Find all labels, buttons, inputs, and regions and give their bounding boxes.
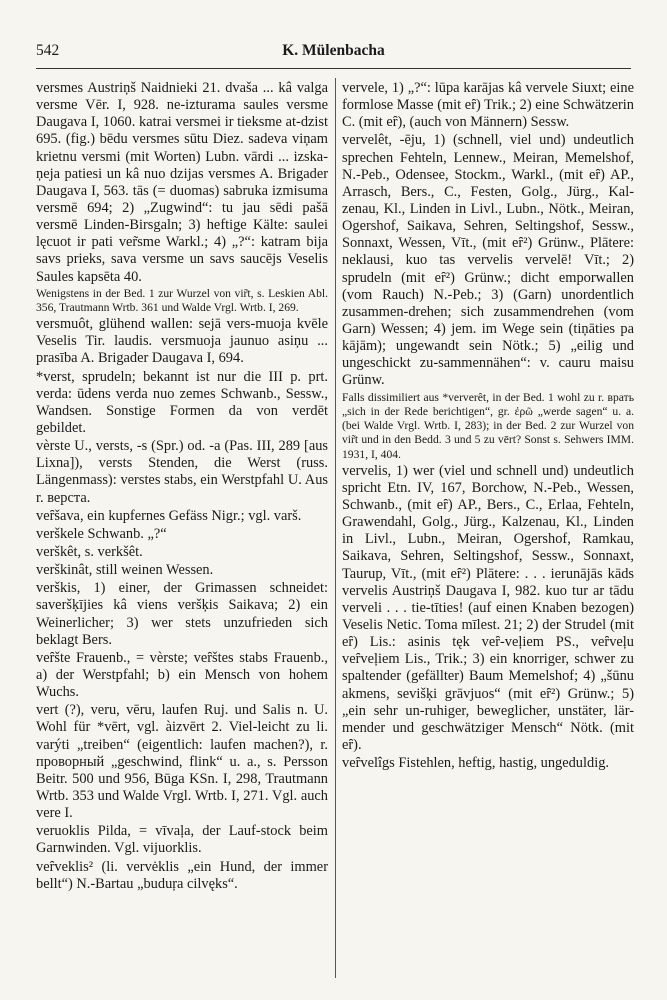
- page-number: 542: [36, 42, 60, 59]
- dictionary-entry: versmes Austriņš Naidnieki 21. dvaša ... kâ valga versme Vēr. I, 928. ne-izturama saules versme Daugava I, 1060. katrai versmei ir tieksme at-dzist 695. (fig.) bēdu versmes sūtu Diez. sadeva viņam krietnu versmi (mit Worten) Lubn. vārdi ... izska-ņeja patiesi un kâ nuo dzijas versmes A. Brigader Daugava I, 563. tās (= duomas) sabruka izmisuma versmē 694; 2) „Zugwind“: tu jau sēdi pašā versmē Linden-Birsgaln; 3) heftige Kälte: saulei lęcuot ir pati ver̃sme Warkl.; 4) „?“: katram bija savs prieks, sava versme un savs saucējs Veselis Saules kapsēta 40.: [36, 80, 328, 285]
- dictionary-entry: verškêt, s. verkšêt.: [36, 544, 143, 561]
- dictionary-entry: veȓveklis² (li. vervėklis „ein Hund, der immer bellt“) N.-Bartau „buduŗa cilvęks“.: [36, 858, 328, 892]
- dictionary-entry: verškinât, still weinen Wessen.: [36, 562, 214, 579]
- etymology-note: Falls dissimiliert aus *ververêt, in der Bed. 1 wohl zu r. врать „sich in der Rede berichtigen“, gr. ἐρῶ „werde sagen“ u. a. (bei Walde Vrgl. Wrtb. I, 283); in der Bed. 2 zur Wurzel von vir̃t und in den Bedd. 3 und 5 zu vērt? Sonst s. Sehwers IMM. 1931, I, 404.: [342, 390, 634, 461]
- dictionary-entry: veȓšava, ein kupfernes Gefäss Nigr.; vgl. varš.: [36, 507, 302, 524]
- left-column: [36, 80, 328, 978]
- dictionary-entry: veȓvelîgs Fistehlen, heftig, hastig, ungeduldig.: [342, 755, 609, 772]
- page-header: [36, 42, 631, 66]
- dictionary-entry: vèrste U., versts, -s (Spr.) od. -a (Pas. III, 289 [aus Lixna]), versts Stenden, die Werst (russ. Längenmass): verstes stabs, ein Werstpfahl U. Aus r. верста.: [36, 438, 328, 506]
- etymology-note: Wenigstens in der Bed. 1 zur Wurzel von vir̃t, s. Leskien Abl. 356, Trautmann Wrtb. 361 und Walde Vrgl. Wrtb. I, 269.: [36, 286, 328, 314]
- dictionary-entry: veruoklis Pilda, = vīvaļa, der Lauf-stock beim Garnwinden. Vgl. vijuorklis.: [36, 823, 328, 857]
- right-column: [342, 80, 634, 978]
- column-divider: [335, 78, 336, 978]
- dictionary-entry: verškis, 1) einer, der Grimassen schneidet: saveršķījies kâ viens veršķis Saikava; 2) ein Weinerlicher; 3) wer stets unzufrieden sich beklagt Bers.: [36, 580, 328, 648]
- dictionary-entry: vervele, 1) „?“: lūpa karājas kâ vervele Siuxt; eine formlose Masse (mit eȓ) Trik.; 2) eine Schwätzerin C. (mit eȓ), (auch von Männern) Sessw.: [342, 80, 634, 131]
- running-head: K. Mülenbacha: [282, 42, 385, 59]
- dictionary-entry: vert (?), veru, vēru, laufen Ruj. und Salis n. U. Wohl für *vērt, vgl. àizvērt 2. Viel-leicht zu li. varýti „treiben“ (eigentlich: laufen machen?), r. проворный „geschwind, flink“ u. a., s. Persson Beitr. 500 und 956, Būga KSn. I, 298, Trautmann Wrtb. 353 und Walde Vrgl. Wrtb. I, 271. Vgl. auch vere I.: [36, 702, 328, 822]
- header-rule: [36, 68, 631, 69]
- dictionary-entry: vervelêt, -ēju, 1) (schnell, viel und) undeutlich sprechen Fehteln, Lennew., Meiran, Memelshof, N.-Peb., Odensee, Stockm., Warkl., (mit eȓ) AP., Arrasch, Bers., C., Festen, Golg., Jürg., Kal-zenau, Kl., Linden in Livl., Lubn., Nötk., Meiran, Ogershof, Saikava, Sehren, Seltingshof, Sessw., Sonnaxt, Wessen, Vīt., (mit eȓ²) Grünw., Plātere: neklausi, kuo tas vervelis vervelē! Vīt.; 2) sprudeln (mit eȓ²) Grünw.; dicht emporwallen (vom Rauch) N.-Peb.; 3) (Garn) unordentlich zusammen-drehen; sich zusammendrehen (vom Garn) Wessen; 4) jem. im Wege sein (tiņāties pa kājām); ungewandt sein Nötk.; 5) „eilig und ungeschickt zu-sammennähen“: v. cauru maisu Grünw.: [342, 132, 634, 389]
- dictionary-entry: verškele Schwanb. „?“: [36, 525, 167, 542]
- dictionary-entry: *verst, sprudeln; bekannt ist nur die III p. prt. verda: ūdens verda nuo zemes Schwanb., Sessw., Wandsen. Sonstige Formen da von verdēt gebildet.: [36, 368, 328, 437]
- dictionary-entry: vervelis, 1) wer (viel und schnell und) undeutlich spricht Etn. IV, 167, Borchow, N.-Peb., Wessen, Schwanb., (mit eȓ) AP., Bers., C., Erlaa, Fehteln, Grawendahl, Golg., Jürg., Kalzenau, Kl., Linden in Livl., Lubn., Meiran, Ogershof, Ramkau, Saikava, Sehren, Seltingshof, Sessw., Sonnaxt, Taurup, Vīt., (mit eȓ²) Plātere: . . . ierunājās kāds vervelis Austriņš Daugava I, 982. kuo tur ar tādu verveli . . . tie-tīties! (auf einen Knaben bezogen) Veselis Netic. Toma mīlest. 21; 2) der Strudel (mit eȓ) Lis.: asinis tęk veȓ-veļiem PS., veȓveļu veȓveļiem Lis., Trik.; 3) ein knorriger, schwer zu spaltender (gefällter) Baum Memelshof; 4) „šūnu akmens, sevišķi grāvjuos“ (mit eȓ²) Grünw.; 5) „ein sehr un-ruhiger, beweglicher, unstäter, lär-mender und geschwätziger Mensch“ Nötk. (mit eȓ).: [342, 462, 634, 754]
- dictionary-entry: veȓšte Frauenb., = vèrste; veȓštes stabs Frauenb., a) der Werstpfahl; b) ein Mensch von hohem Wuchs.: [36, 649, 328, 701]
- dictionary-entry: versmuôt, glühend wallen: sejā vers-muoja kvēle Veselis Tir. laudis. versmuoja jaunuo asiņu ... prasība A. Brigader Daugava I, 694.: [36, 316, 328, 367]
